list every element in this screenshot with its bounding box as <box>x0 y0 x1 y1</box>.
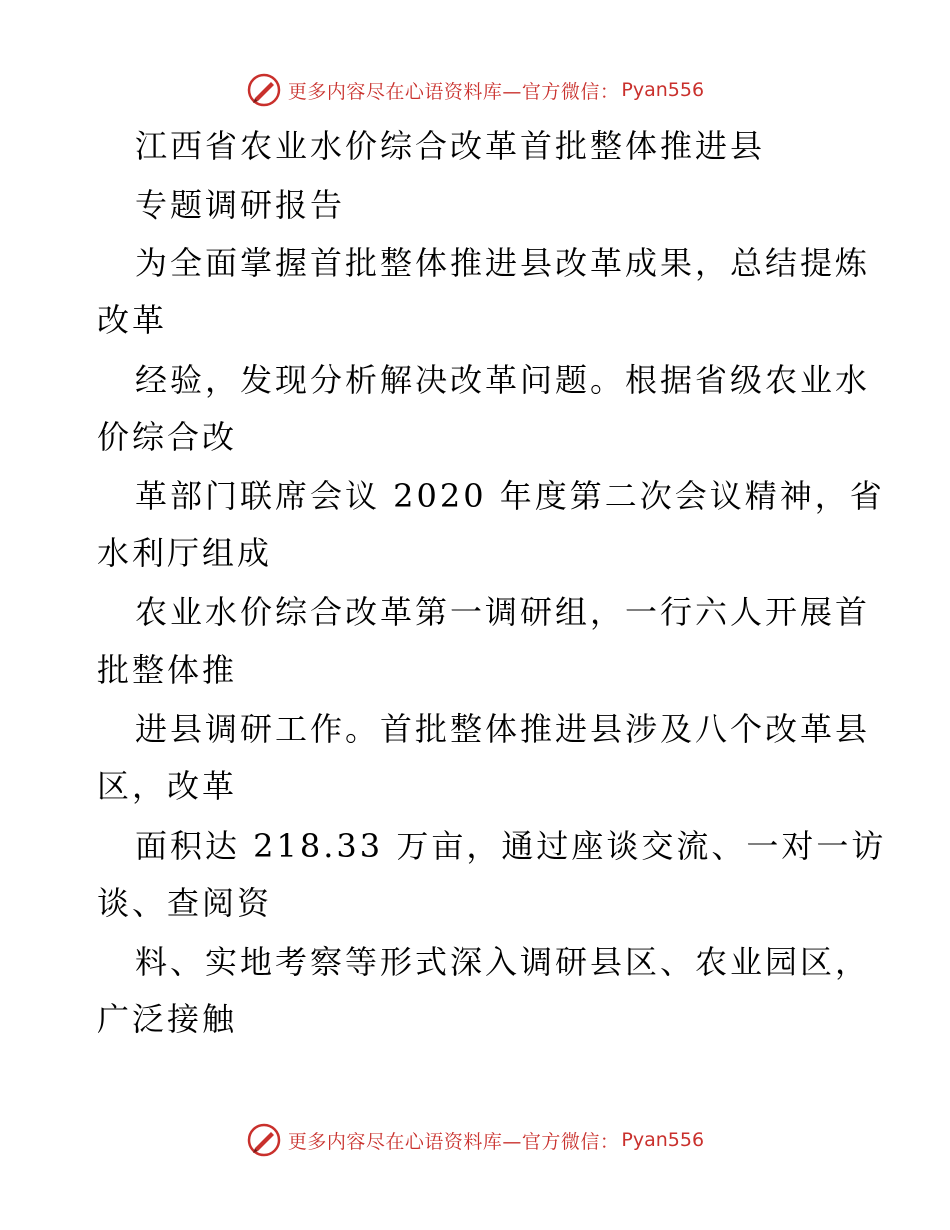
pen-logo-icon <box>246 1122 282 1158</box>
banner-wechat-id: Pyan556 <box>621 1129 705 1151</box>
body-line: 革部门联席会议 2020 年度第二次会议精神，省 <box>135 477 885 515</box>
body-line: 广泛接触 <box>97 1000 238 1038</box>
body-line: 为全面掌握首批整体推进县改革成果，总结提炼 <box>135 244 871 282</box>
title-line-2: 专题调研报告 <box>135 186 346 224</box>
body-line: 面积达 218.33 万亩，通过座谈交流、一对一访 <box>135 827 887 865</box>
body-line: 批整体推 <box>97 651 238 689</box>
body-line: 改革 <box>97 301 168 339</box>
footer-banner[interactable] <box>0 1118 950 1162</box>
body-line: 农业水价综合改革第一调研组，一行六人开展首 <box>135 593 871 631</box>
title-line-1: 江西省农业水价综合改革首批整体推进县 <box>135 127 766 165</box>
body-line: 区，改革 <box>97 767 238 805</box>
banner-text: 更多内容尽在心语资料库—官方微信： <box>287 80 620 103</box>
body-line: 价综合改 <box>97 418 238 456</box>
banner-wechat-id: Pyan556 <box>621 79 705 101</box>
pen-logo-icon <box>246 72 282 108</box>
banner-text: 更多内容尽在心语资料库—官方微信： <box>287 1130 620 1153</box>
body-line: 进县调研工作。首批整体推进县涉及八个改革县 <box>135 710 871 748</box>
header-banner[interactable] <box>0 68 950 112</box>
body-line: 谈、查阅资 <box>97 884 273 922</box>
body-line: 水利厅组成 <box>97 534 273 572</box>
body-line: 料、实地考察等形式深入调研县区、农业园区， <box>135 943 871 981</box>
body-line: 经验，发现分析解决改革问题。根据省级农业水 <box>135 361 871 399</box>
